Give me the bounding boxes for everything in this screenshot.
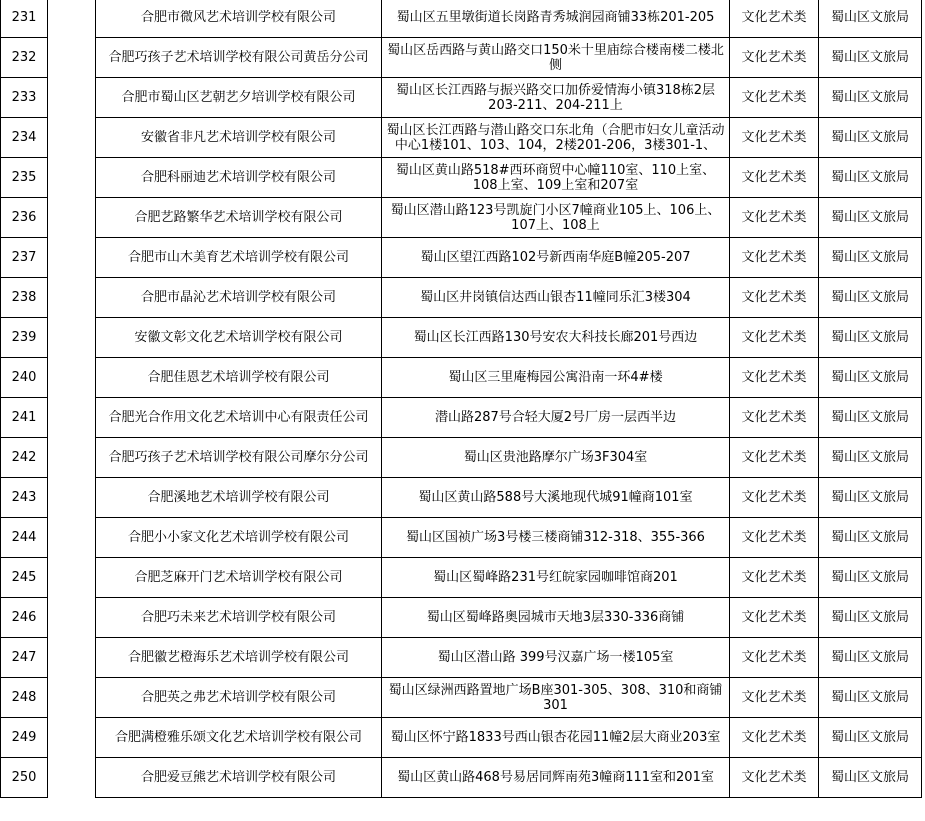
school-category	[730, 38, 819, 78]
school-name	[96, 478, 382, 518]
school-category-text: 文化艺术类	[741, 90, 807, 105]
supervising-authority-text: 蜀山区文旅局	[830, 450, 909, 465]
school-category-text: 文化艺术类	[741, 530, 807, 545]
school-name	[96, 718, 382, 758]
school-name	[96, 438, 382, 478]
school-address	[382, 478, 730, 518]
school-address-text: 蜀山区五里墩街道长岗路青秀城润园商铺33栋201-205	[396, 10, 715, 25]
school-address-text: 蜀山区黄山路468号易居同辉南苑3幢商111室和201室	[397, 770, 714, 785]
spacer-cell	[48, 158, 96, 198]
school-address	[382, 158, 730, 198]
row-number	[1, 278, 48, 318]
school-category	[730, 278, 819, 318]
school-category	[730, 718, 819, 758]
row-number	[1, 38, 48, 78]
row-number-text: 237	[11, 250, 37, 265]
row-number	[1, 478, 48, 518]
school-name-text: 合肥市晶沁艺术培训学校有限公司	[140, 290, 336, 305]
row-number	[1, 438, 48, 478]
school-category-text: 文化艺术类	[741, 130, 807, 145]
supervising-authority-text: 蜀山区文旅局	[830, 610, 909, 625]
table-body	[1, 0, 922, 798]
school-category-text: 文化艺术类	[741, 570, 807, 585]
school-address-text: 蜀山区长江西路130号安农大科技长廊201号西边	[413, 330, 698, 345]
supervising-authority	[819, 238, 922, 278]
school-address-text: 蜀山区贵池路摩尔广场3F304室	[463, 450, 648, 465]
supervising-authority-text: 蜀山区文旅局	[830, 410, 909, 425]
school-category	[730, 518, 819, 558]
supervising-authority	[819, 78, 922, 118]
school-address	[382, 558, 730, 598]
school-address	[382, 678, 730, 718]
school-category	[730, 158, 819, 198]
table-row	[1, 78, 922, 118]
row-number	[1, 318, 48, 358]
spacer-cell	[48, 198, 96, 238]
school-name-text: 合肥市微风艺术培训学校有限公司	[140, 10, 336, 25]
supervising-authority	[819, 158, 922, 198]
row-number-text: 231	[11, 10, 37, 25]
spacer-cell	[48, 638, 96, 678]
supervising-authority-text: 蜀山区文旅局	[830, 50, 909, 65]
school-name-text: 合肥小小家文化艺术培训学校有限公司	[127, 530, 349, 545]
row-number	[1, 758, 48, 798]
supervising-authority	[819, 278, 922, 318]
school-name-text: 安徽省非凡艺术培训学校有限公司	[140, 130, 336, 145]
table-row	[1, 558, 922, 598]
row-number	[1, 118, 48, 158]
school-address-text: 蜀山区望江西路102号新西南华庭B幢205-207	[420, 250, 691, 265]
supervising-authority-text: 蜀山区文旅局	[830, 690, 909, 705]
school-category-text: 文化艺术类	[741, 50, 807, 65]
school-name	[96, 158, 382, 198]
row-number-text: 233	[11, 90, 37, 105]
spacer-cell	[48, 238, 96, 278]
school-category	[730, 78, 819, 118]
school-name-text: 合肥满橙雅乐颂文化艺术培训学校有限公司	[114, 730, 362, 745]
school-address-text: 蜀山区长江西路与潜山路交口东北角（合肥市妇女儿童活动中心1楼101、103、104，2楼201-206，3楼301-1、	[386, 122, 725, 153]
supervising-authority	[819, 478, 922, 518]
supervising-authority-text: 蜀山区文旅局	[830, 250, 909, 265]
school-name	[96, 278, 382, 318]
school-category-text: 文化艺术类	[741, 410, 807, 425]
school-address	[382, 638, 730, 678]
school-name	[96, 518, 382, 558]
school-name	[96, 0, 382, 38]
school-category	[730, 238, 819, 278]
table-row	[1, 238, 922, 278]
row-number	[1, 678, 48, 718]
row-number-text: 243	[11, 490, 37, 505]
school-category	[730, 758, 819, 798]
row-number	[1, 78, 48, 118]
supervising-authority-text: 蜀山区文旅局	[830, 130, 909, 145]
row-number-text: 245	[11, 570, 37, 585]
school-name-text: 合肥徽艺橙海乐艺术培训学校有限公司	[127, 650, 349, 665]
spacer-cell	[48, 558, 96, 598]
supervising-authority	[819, 0, 922, 38]
school-address	[382, 38, 730, 78]
school-category	[730, 558, 819, 598]
school-category	[730, 318, 819, 358]
school-name	[96, 758, 382, 798]
row-number	[1, 238, 48, 278]
school-address-text: 蜀山区怀宁路1833号西山银杏花园11幢2层大商业203室	[390, 730, 721, 745]
supervising-authority	[819, 718, 922, 758]
supervising-authority-text: 蜀山区文旅局	[830, 530, 909, 545]
school-name-text: 安徽文彰文化艺术培训学校有限公司	[134, 330, 343, 345]
school-address	[382, 78, 730, 118]
school-category-text: 文化艺术类	[741, 690, 807, 705]
school-address	[382, 278, 730, 318]
school-name-text: 合肥艺路繁华艺术培训学校有限公司	[134, 210, 343, 225]
supervising-authority	[819, 638, 922, 678]
table-row	[1, 318, 922, 358]
table-row	[1, 638, 922, 678]
row-number-text: 242	[11, 450, 37, 465]
school-address	[382, 518, 730, 558]
spacer-cell	[48, 758, 96, 798]
school-name-text: 合肥市山木美育艺术培训学校有限公司	[127, 250, 349, 265]
row-number	[1, 518, 48, 558]
school-name-text: 合肥光合作用文化艺术培训中心有限责任公司	[108, 410, 369, 425]
spacer-cell	[48, 278, 96, 318]
table-row	[1, 0, 922, 38]
table-row	[1, 718, 922, 758]
supervising-authority	[819, 198, 922, 238]
supervising-authority	[819, 758, 922, 798]
school-address-text: 蜀山区井岗镇信达西山银杏11幢同乐汇3楼304	[420, 290, 691, 305]
school-category-text: 文化艺术类	[741, 450, 807, 465]
school-address-text: 蜀山区蜀峰路奥园城市天地3层330-336商铺	[426, 610, 685, 625]
spacer-cell	[48, 318, 96, 358]
school-category-text: 文化艺术类	[741, 770, 807, 785]
row-number	[1, 358, 48, 398]
supervising-authority-text: 蜀山区文旅局	[830, 290, 909, 305]
school-category-text: 文化艺术类	[741, 210, 807, 225]
supervising-authority	[819, 318, 922, 358]
supervising-authority-text: 蜀山区文旅局	[830, 770, 909, 785]
row-number	[1, 398, 48, 438]
row-number-text: 238	[11, 290, 37, 305]
school-name-text: 合肥溪地艺术培训学校有限公司	[147, 490, 330, 505]
school-address	[382, 238, 730, 278]
table-row	[1, 518, 922, 558]
table-row	[1, 758, 922, 798]
supervising-authority-text: 蜀山区文旅局	[830, 90, 909, 105]
table-row	[1, 478, 922, 518]
table-row	[1, 438, 922, 478]
row-number-text: 250	[11, 770, 37, 785]
school-address-text: 蜀山区黄山路518#西环商贸中心幢110室、110上室、108上室、109上室和207室	[395, 162, 716, 193]
school-address	[382, 198, 730, 238]
school-name	[96, 598, 382, 638]
table-row	[1, 678, 922, 718]
row-number	[1, 0, 48, 38]
row-number-text: 244	[11, 530, 37, 545]
school-address-text: 蜀山区潜山路123号凯旋门小区7幢商业105上、106上、107上、108上	[390, 202, 721, 233]
school-category-text: 文化艺术类	[741, 650, 807, 665]
school-address	[382, 118, 730, 158]
school-name	[96, 638, 382, 678]
school-name-text: 合肥巧孩子艺术培训学校有限公司黄岳分公司	[108, 50, 369, 65]
spacer-cell	[48, 438, 96, 478]
spacer-cell	[48, 718, 96, 758]
school-category	[730, 118, 819, 158]
school-category	[730, 0, 819, 38]
school-name	[96, 398, 382, 438]
row-number	[1, 718, 48, 758]
row-number-text: 249	[11, 730, 37, 745]
school-address-text: 蜀山区岳西路与黄山路交口150米十里庙综合楼南楼二楼北侧	[387, 42, 724, 73]
school-name-text: 合肥芝麻开门艺术培训学校有限公司	[134, 570, 343, 585]
supervising-authority-text: 蜀山区文旅局	[830, 490, 909, 505]
row-number	[1, 198, 48, 238]
school-name	[96, 358, 382, 398]
school-name-text: 合肥巧孩子艺术培训学校有限公司摩尔分公司	[108, 450, 369, 465]
table-row	[1, 118, 922, 158]
row-number-text: 246	[11, 610, 37, 625]
school-address	[382, 318, 730, 358]
school-address-text: 蜀山区潜山路 399号汉嘉广场一楼105室	[437, 650, 674, 665]
supervising-authority-text: 蜀山区文旅局	[830, 650, 909, 665]
supervising-authority	[819, 38, 922, 78]
spacer-cell	[48, 118, 96, 158]
school-category	[730, 398, 819, 438]
supervising-authority-text: 蜀山区文旅局	[830, 370, 909, 385]
school-name	[96, 678, 382, 718]
row-number-text: 241	[11, 410, 37, 425]
school-category-text: 文化艺术类	[741, 730, 807, 745]
supervising-authority	[819, 358, 922, 398]
row-number-text: 236	[11, 210, 37, 225]
supervising-authority-text: 蜀山区文旅局	[830, 730, 909, 745]
spacer-cell	[48, 398, 96, 438]
supervising-authority-text: 蜀山区文旅局	[830, 10, 909, 25]
school-address	[382, 438, 730, 478]
school-address-text: 蜀山区长江西路与振兴路交口加侨爱情海小镇318栋2层203-211、204-211上	[395, 82, 716, 113]
school-category-text: 文化艺术类	[741, 490, 807, 505]
supervising-authority-text: 蜀山区文旅局	[830, 330, 909, 345]
row-number	[1, 598, 48, 638]
row-number	[1, 638, 48, 678]
school-name-text: 合肥英之弗艺术培训学校有限公司	[140, 690, 336, 705]
school-category	[730, 198, 819, 238]
table-row	[1, 598, 922, 638]
school-category-text: 文化艺术类	[741, 330, 807, 345]
spacer-cell	[48, 598, 96, 638]
school-address	[382, 718, 730, 758]
school-category-text: 文化艺术类	[741, 10, 807, 25]
school-address	[382, 0, 730, 38]
table-row	[1, 358, 922, 398]
supervising-authority	[819, 678, 922, 718]
school-name	[96, 318, 382, 358]
table-row	[1, 198, 922, 238]
school-category-text: 文化艺术类	[741, 170, 807, 185]
school-category	[730, 678, 819, 718]
supervising-authority-text: 蜀山区文旅局	[830, 570, 909, 585]
supervising-authority	[819, 598, 922, 638]
row-number-text: 232	[11, 50, 37, 65]
school-category-text: 文化艺术类	[741, 370, 807, 385]
school-name-text: 合肥科丽迪艺术培训学校有限公司	[140, 170, 336, 185]
school-name	[96, 238, 382, 278]
school-address-text: 蜀山区国祯广场3号楼三楼商铺312-318、355-366	[406, 530, 705, 545]
table-row	[1, 278, 922, 318]
table-row	[1, 158, 922, 198]
school-name	[96, 198, 382, 238]
row-number-text: 234	[11, 130, 37, 145]
row-number	[1, 158, 48, 198]
supervising-authority	[819, 398, 922, 438]
school-category	[730, 638, 819, 678]
school-address-text: 蜀山区蜀峰路231号红皖家园咖啡馆商201	[433, 570, 678, 585]
school-address-text: 潜山路287号合轻大厦2号厂房一层西半边	[434, 410, 677, 425]
row-number-text: 247	[11, 650, 37, 665]
table-row	[1, 38, 922, 78]
school-name	[96, 558, 382, 598]
school-name	[96, 78, 382, 118]
table-row	[1, 398, 922, 438]
spacer-cell	[48, 478, 96, 518]
school-category	[730, 438, 819, 478]
school-name-text: 合肥爱豆熊艺术培训学校有限公司	[140, 770, 336, 785]
row-number	[1, 558, 48, 598]
school-category-text: 文化艺术类	[741, 250, 807, 265]
school-name-text: 合肥市蜀山区艺朝艺夕培训学校有限公司	[121, 90, 356, 105]
spacer-cell	[48, 678, 96, 718]
school-name-text: 合肥佳恩艺术培训学校有限公司	[147, 370, 330, 385]
supervising-authority	[819, 518, 922, 558]
school-address-text: 蜀山区三里庵梅园公寓沿南一环4#楼	[448, 370, 663, 385]
spacer-cell	[48, 38, 96, 78]
spacer-cell	[48, 518, 96, 558]
school-category	[730, 598, 819, 638]
school-category	[730, 478, 819, 518]
school-address	[382, 598, 730, 638]
row-number-text: 235	[11, 170, 37, 185]
school-name	[96, 118, 382, 158]
supervising-authority	[819, 438, 922, 478]
school-name-text: 合肥巧未来艺术培训学校有限公司	[140, 610, 336, 625]
school-address	[382, 358, 730, 398]
spacer-cell	[48, 0, 96, 38]
school-name	[96, 38, 382, 78]
supervising-authority	[819, 558, 922, 598]
supervising-authority-text: 蜀山区文旅局	[830, 170, 909, 185]
school-category-text: 文化艺术类	[741, 610, 807, 625]
school-address-text: 蜀山区绿洲西路置地广场B座301-305、308、310和商铺301	[388, 682, 723, 713]
school-category-text: 文化艺术类	[741, 290, 807, 305]
row-number-text: 240	[11, 370, 37, 385]
school-address	[382, 398, 730, 438]
row-number-text: 248	[11, 690, 37, 705]
row-number-text: 239	[11, 330, 37, 345]
spacer-cell	[48, 358, 96, 398]
school-category	[730, 358, 819, 398]
school-address	[382, 758, 730, 798]
supervising-authority	[819, 118, 922, 158]
spacer-cell	[48, 78, 96, 118]
supervising-authority-text: 蜀山区文旅局	[830, 210, 909, 225]
school-address-text: 蜀山区黄山路588号大溪地现代城91幢商101室	[418, 490, 693, 505]
